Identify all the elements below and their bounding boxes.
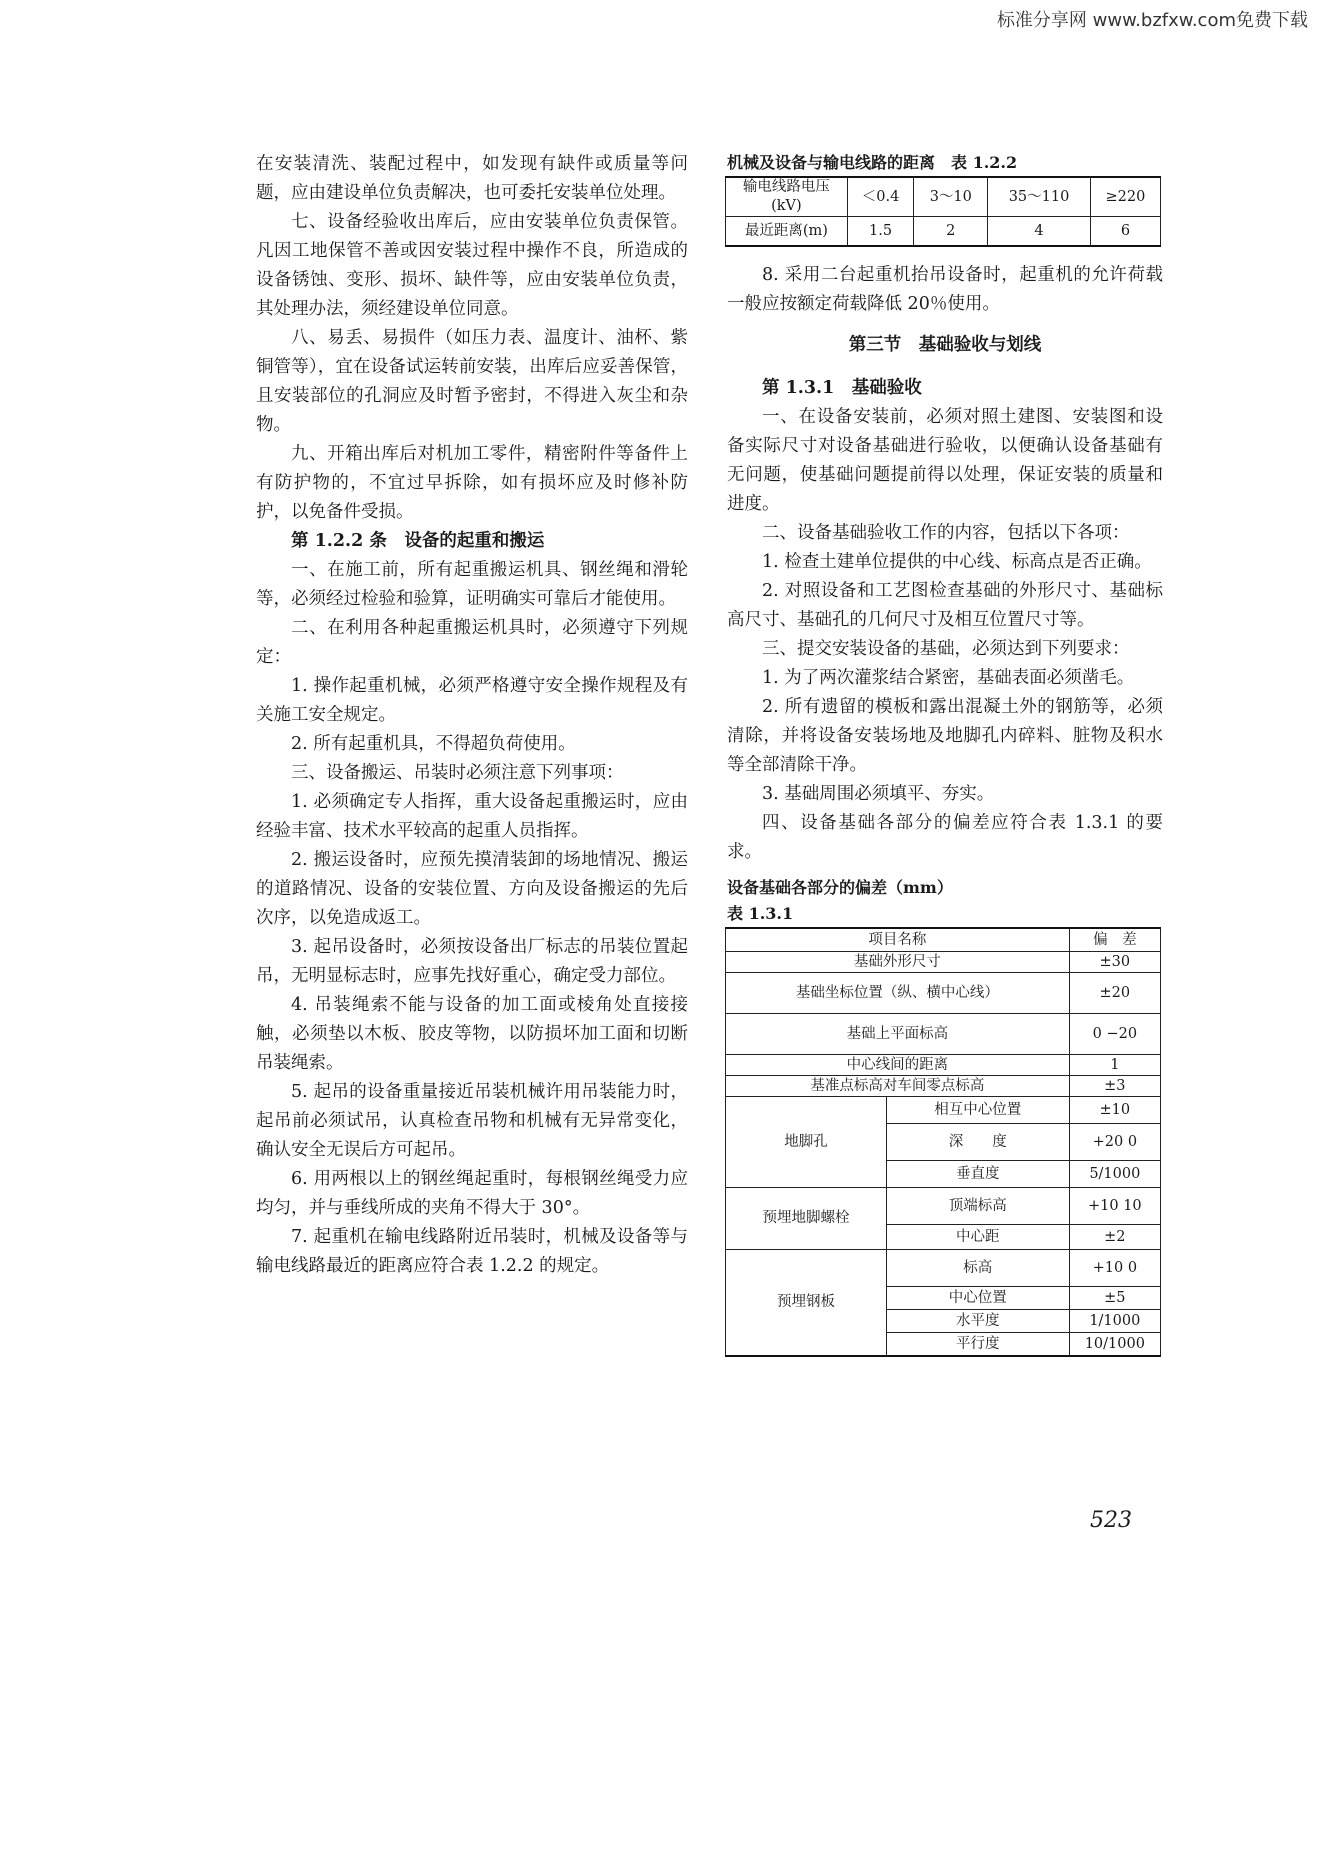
paragraph: 1. 检查土建单位提供的中心线、标高点是否正确。 xyxy=(762,552,1152,572)
paragraph: 2. 所有遗留的模板和露出混凝土外的钢筋等，必须清除，并将设备安装场地及地脚孔内碎料、脏物及积水等全部清除干净。 xyxy=(727,697,1163,775)
paragraph: 2. 搬运设备时，应预先摸清装卸的场地情况、搬运的道路情况、设备的安装位置、方向及设备搬运的先后次序，以免造成返工。 xyxy=(256,850,688,928)
paragraph: 二、设备基础验收工作的内容，包括以下各项： xyxy=(762,523,1130,543)
paragraph: 四、设备基础各部分的偏差应符合表 1.3.1 的要求。 xyxy=(727,813,1163,862)
table-cell: 最近距离(m) xyxy=(726,217,848,247)
table-row xyxy=(726,973,1161,1014)
table-1-2-2-caption: 机械及设备与输电线路的距离 表 1.2.2 xyxy=(727,153,1018,172)
table-cell: 1/1000 xyxy=(1069,1310,1160,1333)
table-row xyxy=(726,1250,1161,1287)
table-cell: 4 xyxy=(988,217,1091,247)
paragraph: 4. 吊装绳索不能与设备的加工面或棱角处直接接触，必须垫以木板、胶皮等物，以防损坏加工面和切断吊装绳索。 xyxy=(256,995,688,1073)
table-cell: 基础上平面标高 xyxy=(726,1014,1070,1055)
paragraph: 九、开箱出库后对机加工零件，精密附件等备件上有防护物的，不宜过早拆除，如有损坏应及时修补防护，以免备件受损。 xyxy=(256,444,688,522)
table-cell: ±20 xyxy=(1069,973,1160,1014)
paragraph: 2. 对照设备和工艺图检查基础的外形尺寸、基础标高尺寸、基础孔的几何尺寸及相互位置尺寸等。 xyxy=(727,581,1163,630)
table-cell: 2 xyxy=(914,217,988,247)
paragraph: 1. 必须确定专人指挥，重大设备起重搬运时，应由经验丰富、技术水平较高的起重人员指挥。 xyxy=(256,792,688,841)
table-cell: +20 0 xyxy=(1069,1124,1160,1161)
table-cell: 垂直度 xyxy=(886,1161,1069,1188)
paragraph: 二、在利用各种起重搬运机具时，必须遵守下列规定： xyxy=(256,618,688,667)
table-cell: 0 −20 xyxy=(1069,1014,1160,1055)
table-cell: ±2 xyxy=(1069,1225,1160,1250)
table-cell: 基础外形尺寸 xyxy=(726,952,1070,973)
paragraph: 1. 操作起重机械，必须严格遵守安全操作规程及有关施工安全规定。 xyxy=(256,676,688,725)
paragraph: 6. 用两根以上的钢丝绳起重时，每根钢丝绳受力应均匀，并与垂线所成的夹角不得大于 30°。 xyxy=(256,1169,688,1218)
paragraph: 第 1.2.2 条 设备的起重和搬运 xyxy=(291,531,545,551)
right-column xyxy=(727,150,1163,1357)
paragraph: 一、在施工前，所有起重搬运机具、钢丝绳和滑轮等，必须经过检验和验算，证明确实可靠后才能使用。 xyxy=(256,560,688,609)
table-cell: 相互中心位置 xyxy=(886,1097,1069,1124)
section-title: 第三节 基础验收与划线 xyxy=(848,335,1042,355)
paragraph: 7. 起重机在输电线路附近吊装时，机械及设备等与输电线路最近的距离应符合表 1.2.2 的规定。 xyxy=(256,1227,688,1276)
table-row xyxy=(726,1097,1161,1124)
table-cell: 平行度 xyxy=(886,1333,1069,1357)
table-cell: 10/1000 xyxy=(1069,1333,1160,1357)
table-cell: 偏 差 xyxy=(1069,928,1160,952)
table-cell: ≥220 xyxy=(1090,177,1160,217)
paragraph: 七、设备经验收出库后，应由安装单位负责保管。凡因工地保管不善或因安装过程中操作不良，所造成的设备锈蚀、变形、损坏、缺件等，应由安装单位负责，其处理办法，须经建设单位同意。 xyxy=(256,212,688,319)
right-paragraphs-b xyxy=(727,403,1163,867)
table-row xyxy=(726,177,1161,217)
table-cell: +10 10 xyxy=(1069,1188,1160,1225)
subsection-title: 第 1.3.1 基础验收 xyxy=(762,378,922,398)
table-cell: 35～110 xyxy=(988,177,1091,217)
table-cell: 地脚孔 xyxy=(726,1097,887,1188)
table-cell: ＜0.4 xyxy=(847,177,914,217)
paragraph: 三、提交安装设备的基础，必须达到下列要求： xyxy=(762,639,1130,659)
table-cell: ±30 xyxy=(1069,952,1160,973)
table-cell: 3～10 xyxy=(914,177,988,217)
table-cell: 标高 xyxy=(886,1250,1069,1287)
paragraph: 3. 起吊设备时，必须按设备出厂标志的吊装位置起吊，无明显标志时，应事先找好重心，确定受力部位。 xyxy=(256,937,688,986)
table-1-3-1-number: 表 1.3.1 xyxy=(727,904,794,923)
table-cell: 中心距 xyxy=(886,1225,1069,1250)
paragraph: 5. 起吊的设备重量接近吊装机械许用吊装能力时，起吊前必须试吊，认真检查吊物和机械有无异常变化，确认安全无误后方可起吊。 xyxy=(256,1082,688,1160)
paragraph: 在安装清洗、装配过程中，如发现有缺件或质量等问题，应由建设单位负责解决，也可委托安装单位处理。 xyxy=(256,154,688,203)
table-row xyxy=(726,952,1161,973)
watermark-text: 标准分享网 www.bzfxw.com免费下载 xyxy=(996,10,1308,31)
table-cell: 项目名称 xyxy=(726,928,1070,952)
table-cell: 预埋地脚螺栓 xyxy=(726,1188,887,1250)
table-cell: 6 xyxy=(1090,217,1160,247)
table-cell: 水平度 xyxy=(886,1310,1069,1333)
table-cell: 基准点标高对车间零点标高 xyxy=(726,1076,1070,1097)
right-paragraphs-a xyxy=(727,261,1163,319)
table-cell: 1 xyxy=(1069,1055,1160,1076)
table-cell: 中心线间的距离 xyxy=(726,1055,1070,1076)
table-row xyxy=(726,1188,1161,1225)
table-cell: +10 0 xyxy=(1069,1250,1160,1287)
paragraph: 1. 为了两次灌浆结合紧密，基础表面必须凿毛。 xyxy=(762,668,1135,688)
foundation-deviation-table xyxy=(725,927,1161,1357)
table-cell: 中心位置 xyxy=(886,1287,1069,1310)
table-cell: ±5 xyxy=(1069,1287,1160,1310)
table-cell: ±10 xyxy=(1069,1097,1160,1124)
table-cell: 1.5 xyxy=(847,217,914,247)
table-cell: ±3 xyxy=(1069,1076,1160,1097)
table-cell: 5/1000 xyxy=(1069,1161,1160,1188)
table-1-3-1-caption: 设备基础各部分的偏差（mm） xyxy=(727,878,953,897)
table-cell: 输电线路电压(kV) xyxy=(726,177,848,217)
paragraph: 2. 所有起重机具，不得超负荷使用。 xyxy=(291,734,576,754)
table-row xyxy=(726,1014,1161,1055)
left-column xyxy=(256,150,688,1281)
table-row xyxy=(726,1055,1161,1076)
paragraph: 8. 采用二台起重机抬吊设备时，起重机的允许荷载一般应按额定荷载降低 20％使用。 xyxy=(727,265,1163,314)
table-cell: 预埋钢板 xyxy=(726,1250,887,1357)
table-cell: 顶端标高 xyxy=(886,1188,1069,1225)
paragraph: 3. 基础周围必须填平、夯实。 xyxy=(762,784,995,804)
paragraph: 一、在设备安装前，必须对照土建图、安装图和设备实际尺寸对设备基础进行验收，以便确认设备基础有无问题，使基础问题提前得以处理，保证安装的质量和进度。 xyxy=(727,407,1163,514)
paragraph: 三、设备搬运、吊装时必须注意下列事项： xyxy=(291,763,624,783)
table-row xyxy=(726,928,1161,952)
table-cell: 基础坐标位置（纵、横中心线） xyxy=(726,973,1070,1014)
table-row xyxy=(726,1076,1161,1097)
power-line-distance-table xyxy=(725,176,1161,247)
page-number: 523 xyxy=(1090,1508,1132,1533)
paragraph: 八、易丢、易损件（如压力表、温度计、油杯、紫铜管等），宜在设备试运转前安装，出库后应妥善保管，且安装部位的孔洞应及时暂予密封，不得进入灰尘和杂物。 xyxy=(256,328,688,435)
table-row xyxy=(726,217,1161,247)
table-cell: 深 度 xyxy=(886,1124,1069,1161)
